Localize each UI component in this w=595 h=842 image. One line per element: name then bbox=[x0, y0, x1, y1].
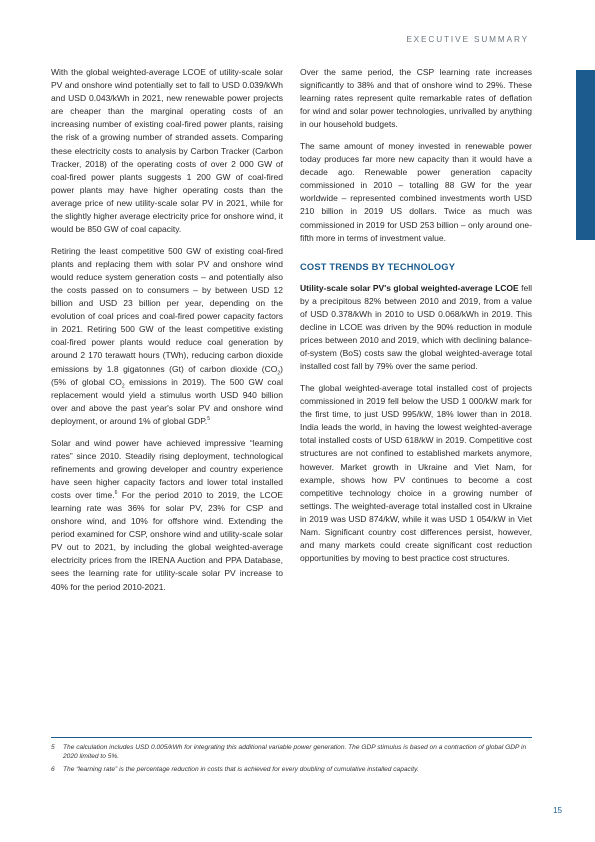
bold-lead: Utility-scale solar PV's global weighted-average LCOE bbox=[300, 282, 519, 293]
section-heading: COST TRENDS BY TECHNOLOGY bbox=[300, 261, 456, 272]
paragraph-csp-learning: Over the same period, the CSP learning rate increases significantly to 38% and that of onshore wind to 29%. These learning rates represent quite remarkable rates of deflation for wind and solar power technologies, unrivalled by anything in our household budgets. bbox=[300, 67, 532, 130]
footnote-text: The “learning rate” is the percentage reduction in costs that is achieved for every doubling of cumulative installed capacity. bbox=[63, 765, 419, 773]
footnote-divider bbox=[51, 737, 532, 738]
footnote-6 bbox=[51, 765, 532, 774]
page-number: 15 bbox=[553, 806, 562, 815]
footnote-number: 5 bbox=[51, 744, 55, 751]
right-column bbox=[300, 66, 532, 574]
left-column bbox=[51, 66, 283, 602]
footnotes bbox=[51, 743, 532, 777]
subscript: 2 bbox=[121, 383, 125, 390]
text-run: Retiring the least competitive 500 GW of existing coal-fired plants and replacing them with solar PV and onshore wind would reduce system generation costs – and potentially also the costs passed on to consumers – by between USD 12 billion and USD 23 billion per year, depending on the evolution of coal prices and coal-fired power capacity factors in 2021. Retiring 500 GW of the least competitive existing coal-fired power plants would reduce coal generation by around 2 170 terawatt hours (TWh), reducing carbon dioxide emissions by 1.8 gigatonnes (Gt) of carbon dioxide (CO bbox=[51, 245, 283, 374]
footnote-ref-6[interactable]: 6 bbox=[114, 490, 118, 497]
paragraph-investment: The same amount of money invested in renewable power today produces far more new capacity than it would have a decade ago. Renewable power generation capacity commissioned in 2010 – totalling 88 GW for the year worldwide – represented combined investments worth USD 210 billion in 2019 US dollars. Twice as much was commissioned in 2019 for USD 253 billion – only around one-fifth more in terms of investment value. bbox=[300, 140, 532, 243]
text-run: For the period 2010 to 2019, the LCOE learning rate was 36% for solar PV, 23% for CSP and onshore wind, and 10% for offshore wind. Extending the period examined for CSP, onshore wind and utility-scale solar PV out to 2021, by including the global weighted-average electricity prices from the IRENA Auction and PPA Database, sees the learning rate for utility-scale solar PV increase to 40% for the period 2010-2021. bbox=[51, 489, 283, 592]
paragraph-lcoe-coal: With the global weighted-average LCOE of utility-scale solar PV and onshore wind potentially set to fall to USD 0.039/kWh and USD 0.043/kWh in 2021, new renewable power projects are cheaper than the marginal operating costs of an increasing number of existing coal-fired power plants, raising the risk of a growing number of stranded assets. Comparing these electricity costs to analysis by Carbon Tracker (Carbon Tracker, 2018) of the operating costs of over 2 000 GW of coal-fired power plants suggests 1 200 GW of coal-fired power plants may have higher operating costs than the average price of new utility-scale solar PV in 2021, while for the slightly higher average electricity price for onshore wind, it would be 850 GW of coal capacity. bbox=[51, 67, 283, 235]
text-run: ) (5% of global CO bbox=[51, 363, 283, 387]
subscript: 2 bbox=[277, 370, 281, 377]
section-tab-marker bbox=[576, 70, 595, 240]
paragraph-learning-rates bbox=[51, 437, 283, 594]
paragraph-installed-cost: The global weighted-average total installed cost of projects commissioned in 2019 fell below the USD 1 000/kW mark for the first time, to just USD 995/kW, 18% lower than in 2018. India leads the world, in having the lowest weighted-average total installed costs of USD 618/kW in 2019. Competitive cost structures are not confined to established markets anymore, however. Market growth in Ukraine and Viet Nam, for example, shows how PV continues to become a cost competitive technology choice in a growing number of settings. The weighted-average total installed cost in Ukraine in 2019 was USD 874/kW, while it was USD 1 054/kW in Viet Nam. Significant country cost differences persist, however, and many markets could create significant cost reduction opportunities by moving to best practice cost structures. bbox=[300, 382, 532, 564]
footnote-5 bbox=[51, 743, 532, 762]
text-run: fell by a precipitous 82% between 2010 and 2019, from a value of USD 0.378/kWh in 2010 to USD 0.068/kWh in 2019. This decline in LCOE was driven by the 90% reduction in module prices between 2010 and 2019, which with declining balance-of-system (BoS) costs saw the global weighted-average total installed cost fall by 79% over the same period. bbox=[300, 282, 532, 372]
paragraph-solar-lcoe bbox=[300, 282, 532, 374]
text-run: emissions in 2019). The 500 GW coal replacement would yield a stimulus worth USD 940 billion over and above the past year's solar PV and onshore wind deployment, or around 1% of global GDP. bbox=[51, 376, 283, 426]
footnote-ref-5[interactable]: 5 bbox=[207, 416, 211, 423]
footnote-number: 6 bbox=[51, 765, 55, 773]
footnote-text: The calculation includes USD 0.005/kWh for integrating this additional variable power generation. The GDP stimulus is based on a contraction of global GDP in 2020 limited to 5%. bbox=[63, 744, 527, 761]
running-header: EXECUTIVE SUMMARY bbox=[406, 35, 529, 44]
text-run: Solar and wind power have achieved impressive “learning rates” since 2010. Steadily rising deployment, technological refinements and growing developer and country experience have seen higher capacity factors and lower total installed costs over time. bbox=[51, 437, 283, 500]
paragraph-retiring-coal bbox=[51, 245, 283, 428]
